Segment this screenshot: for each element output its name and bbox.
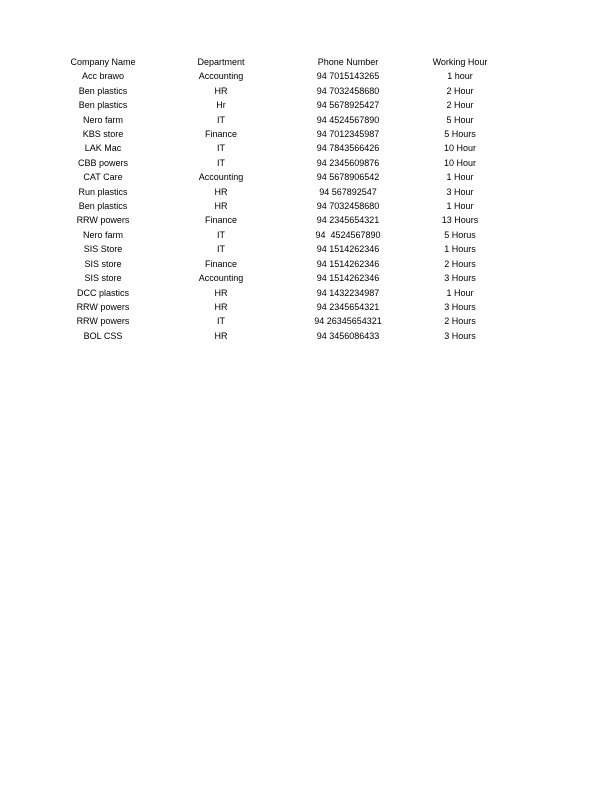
company-name-cell: SIS store [84,273,122,284]
table-row [44,257,504,271]
department-cell: Accounting [198,172,244,183]
working-hour-cell: 5 Horus [444,229,476,240]
department-cell: Hr [216,100,226,111]
phone-number-cell: 94 2345654321 [316,301,380,312]
department-cell: Accounting [198,71,244,82]
department-cell: HR [214,186,228,197]
department-cell: HR [214,301,228,312]
data-table [44,55,504,343]
working-hour-cell: 10 Hour [443,157,477,168]
department-cell: Finance [204,258,238,269]
table-row [44,84,504,98]
department-cell: Finance [204,215,238,226]
table-row [44,185,504,199]
phone-number-cell: 94 7012345987 [316,129,380,140]
company-name-cell: RRW powers [76,215,130,226]
working-hour-cell: 1 Hour [446,287,474,298]
phone-number-cell: 94 4524567890 [316,114,380,125]
table-row [44,113,504,127]
working-hour-cell: 1 hour [447,71,473,82]
phone-number-cell: 94 1514262346 [316,273,380,284]
company-name-cell: Run plastics [78,186,128,197]
department-cell: HR [214,85,228,96]
company-name-cell: SIS store [84,258,122,269]
table-row [44,141,504,155]
table-row [44,127,504,141]
company-name-cell: Nero farm [82,114,123,125]
company-name-cell: CBB powers [77,157,129,168]
department-cell: HR [214,330,228,341]
department-cell: IT [217,244,225,255]
table-row [44,228,504,242]
department-cell: IT [217,316,225,327]
working-hour-cell: 5 Hours [444,129,476,140]
company-name-cell: Ben plastics [78,85,128,96]
phone-number-cell: 94 5678906542 [316,172,380,183]
table-row [44,300,504,314]
table-row [44,286,504,300]
table-row [44,314,504,328]
phone-number-cell: 94 7015143265 [316,71,380,82]
phone-number-cell: 94 4524567890 [315,229,381,240]
company-name-cell: BOL CSS [83,330,123,341]
working-hour-cell: 2 Hours [444,316,476,327]
table-row [44,199,504,213]
company-name-cell: Ben plastics [78,201,128,212]
company-name-cell: Acc brawo [81,71,125,82]
working-hour-cell: 13 Hours [441,215,479,226]
department-cell: HR [214,201,228,212]
phone-number-cell: 94 7032458680 [316,201,380,212]
phone-number-cell: 94 1514262346 [316,258,380,269]
phone-number-cell: 94 2345609876 [316,157,380,168]
phone-number-cell: 94 567892547 [319,186,377,197]
phone-number-cell: 94 7843566426 [316,143,380,154]
company-name-cell: CAT Care [83,172,123,183]
table-row [44,98,504,112]
working-hour-cell: 2 Hour [446,85,474,96]
working-hour-cell: 5 Hour [446,114,474,125]
working-hour-cell: 2 Hours [444,258,476,269]
table-row [44,156,504,170]
company-name-cell: RRW powers [76,316,130,327]
phone-number-cell: 94 26345654321 [314,316,382,327]
table-row [44,170,504,184]
phone-number-cell: 94 5678925427 [316,100,380,111]
department-cell: Accounting [198,273,244,284]
header-phone-number: Phone Number [317,57,379,67]
department-cell: IT [217,143,225,154]
table-row [44,69,504,83]
working-hour-cell: 1 Hour [446,201,474,212]
department-cell: Finance [204,129,238,140]
company-name-cell: Ben plastics [78,100,128,111]
phone-number-cell: 94 1432234987 [316,287,380,298]
working-hour-cell: 1 Hour [446,172,474,183]
table-row [44,329,504,343]
company-name-cell: Nero farm [82,229,123,240]
company-name-cell: LAK Mac [84,143,122,154]
table-body [44,69,504,343]
department-cell: HR [214,287,228,298]
department-cell: IT [217,114,225,125]
company-name-cell: KBS store [82,129,124,140]
header-department: Department [197,57,245,67]
header-company-name: Company Name [70,57,136,67]
department-cell: IT [217,229,225,240]
phone-number-cell: 94 1514262346 [316,244,380,255]
working-hour-cell: 1 Hours [444,244,476,255]
working-hour-cell: 3 Hours [444,273,476,284]
phone-number-cell: 94 7032458680 [316,85,380,96]
working-hour-cell: 3 Hour [446,186,474,197]
working-hour-cell: 2 Hour [446,100,474,111]
company-name-cell: DCC plastics [76,287,129,298]
table-row [44,271,504,285]
working-hour-cell: 3 Hours [444,330,476,341]
header-working-hour: Working Hour [432,57,488,67]
company-name-cell: SIS Store [83,244,123,255]
working-hour-cell: 3 Hours [444,301,476,312]
department-cell: IT [217,157,225,168]
table-row [44,242,504,256]
header-row [44,55,504,69]
company-name-cell: RRW powers [76,301,130,312]
phone-number-cell: 94 2345654321 [316,215,380,226]
working-hour-cell: 10 Hour [443,143,477,154]
table-row [44,213,504,227]
phone-number-cell: 94 3456086433 [316,330,380,341]
